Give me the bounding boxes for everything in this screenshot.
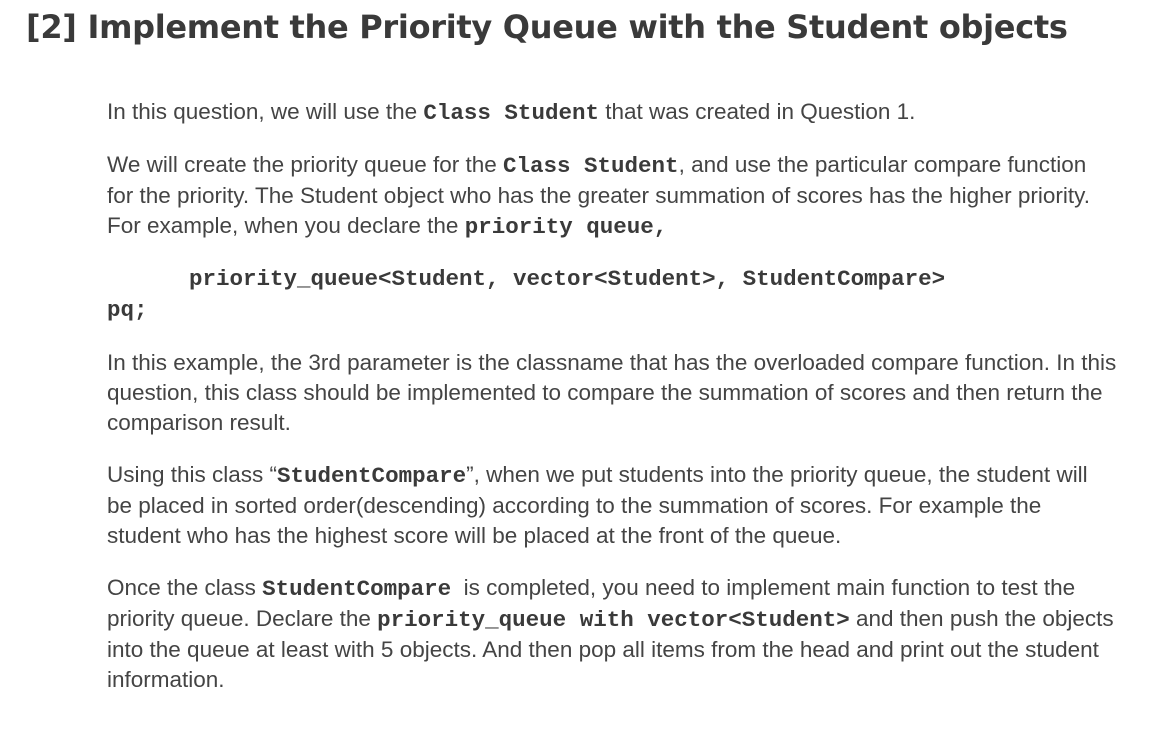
using-text-2: ”, when we put students into the priority queue, the student will be placed in sorted order(descending) according to the summation of scores. For example the student who has the highest score will be placed at the front of the queue. bbox=[107, 462, 1088, 548]
code-class-student-2: Class Student bbox=[503, 153, 679, 179]
question-body bbox=[107, 97, 1117, 717]
main-text-1: Once the class bbox=[107, 575, 263, 600]
code-priority-queue: priority queue, bbox=[464, 214, 668, 240]
code-class-student: Class Student bbox=[423, 100, 599, 126]
page-title: [2] Implement the Priority Queue with the Student objects bbox=[26, 8, 1068, 46]
using-text-1: Using this class “ bbox=[107, 462, 278, 487]
paragraph-priority bbox=[107, 150, 1117, 242]
paragraph-using-class bbox=[107, 460, 1117, 551]
code-student-compare: StudentCompare bbox=[277, 463, 467, 489]
main-text-3: and then push the objects into the queue at least with 5 objects. And then pop all items from the head and print out the student information. bbox=[107, 606, 1114, 692]
code-line-declaration: priority_queue<Student, vector<Student>, StudentCompare> bbox=[189, 266, 946, 292]
intro-text-2: that was created in Question 1. bbox=[598, 99, 916, 124]
paragraph-intro bbox=[107, 97, 1117, 128]
code-student-compare-2: StudentCompare bbox=[262, 576, 452, 602]
code-example bbox=[107, 264, 1117, 326]
main-text-2: is completed, you need to implement main function to test the priority queue. Declare the bbox=[107, 575, 1082, 631]
priority-text-1: We will create the priority queue for the bbox=[107, 152, 504, 177]
paragraph-main-function bbox=[107, 573, 1117, 695]
code-priority-queue-vector: priority_queue with vector<Student> bbox=[377, 607, 850, 633]
code-line-variable: pq; bbox=[107, 297, 148, 323]
paragraph-parameter: In this example, the 3rd parameter is the classname that has the overloaded compare function. In this question, this class should be implemented to compare the summation of scores and then return the comparison result. bbox=[107, 350, 1117, 435]
priority-text-2: , and use the particular compare function for the priority. The Student object who has the greater summation of scores has the higher priority. For example, when you declare the bbox=[107, 152, 1091, 238]
intro-text-1: In this question, we will use the bbox=[107, 99, 424, 124]
